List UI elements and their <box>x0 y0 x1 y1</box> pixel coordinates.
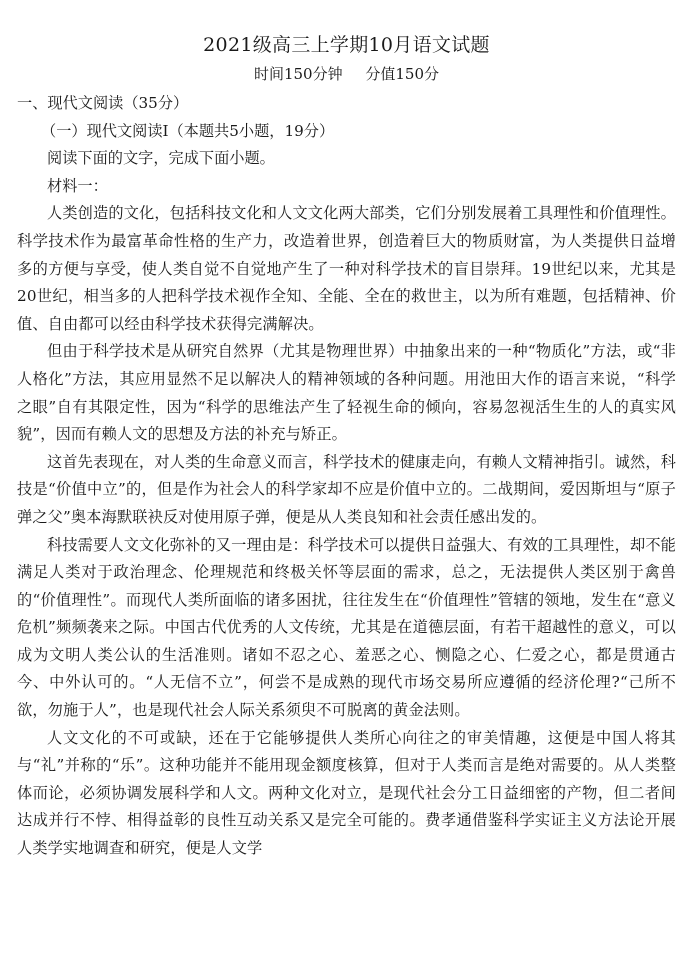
exam-info <box>17 64 676 84</box>
paragraph-1: 人类创造的文化，包括科技文化和人文文化两大部类，它们分别发展着工具理性和价值理性。科学技术作为最富革命性格的生产力，改造着世界，创造着巨大的物质财富，为人类提供日益增多的方便与享受，使人类自觉不自觉地产生了一种对科学技术的盲目崇拜。19世纪以来，尤其是20世纪，相当多的人把科学技术视作全知、全能、全在的救世主，以为所有难题，包括精神、价值、自由都可以经由科学技术获得完满解决。 <box>17 204 676 333</box>
paragraph-5: 人文文化的不可或缺，还在于它能够提供人类所心向往之的审美情趣，这便是中国人将其与“礼”并称的“乐”。这种功能并不能用现金额度核算，但对于人类而言是绝对需要的。从人类整体而论，必须协调发展科学和人文。两种文化对立，是现代社会分工日益细密的产物，但二者间达成并行不悖、相得益彰的良性互动关系又是完全可能的。费孝通借鉴科学实证主义方法论开展人类学实地调查和研究，便是人文学 <box>17 728 676 858</box>
exam-title: 2021级高三上学期10月语文试题 <box>203 34 490 56</box>
exam-score: 分值150分 <box>365 65 440 83</box>
paragraph-3: 这首先表现在，对人类的生命意义而言，科学技术的健康走向，有赖人文精神指引。诚然，科技是“价值中立”的，但是作为社会人的科学家却不应是价值中立的。二战期间，爱因斯坦与“原子弹之父”奥本海默联袂反对使用原子弹，便是从人类良知和社会责任感出发的。 <box>17 452 676 526</box>
exam-time: 时间150分钟 <box>253 65 343 83</box>
material-label: 材料一： <box>47 176 108 195</box>
subsection-heading: （一）现代文阅读I（本题共5小题，19分） <box>41 121 335 140</box>
paragraph-4: 科技需要人文文化弥补的又一理由是：科学技术可以提供日益强大、有效的工具理性，却不能满足人类对于政治理念、伦理规范和终极关怀等层面的需求，总之，无法提供人类区别于禽兽的“价值理性”。而现代人类所面临的诸多困扰，往往发生在“价值理性”管辖的领地，发生在“意义危机”频频袭来之际。中国古代优秀的人文传统，尤其是在道德层面，有若干超越性的意义，可以成为文明人类公认的生活准则。诸如不忍之心、羞恶之心、恻隐之心、仁爱之心，都是贯通古今、中外认可的。“人无信不立”，何尝不是成熟的现代市场交易所应遵循的经济伦理?“己所不欲，勿施于人”，也是现代社会人际关系须臾不可脱离的黄金法则。 <box>17 535 676 720</box>
reading-instruction: 阅读下面的文字，完成下面小题。 <box>47 149 275 168</box>
paragraph-2: 但由于科学技术是从研究自然界（尤其是物理世界）中抽象出来的一种“物质化”方法，或“非人格化”方法，其应用显然不足以解决人的精神领域的各种问题。用池田大作的语言来说，“科学之眼”自有其限定性，因为“科学的思维法产生了轻视生命的倾向，容易忽视活生生的人的真实风貌”，因而有赖人文的思想及方法的补充与矫正。 <box>17 342 676 444</box>
section-heading: 一、现代文阅读（35分） <box>17 94 189 112</box>
